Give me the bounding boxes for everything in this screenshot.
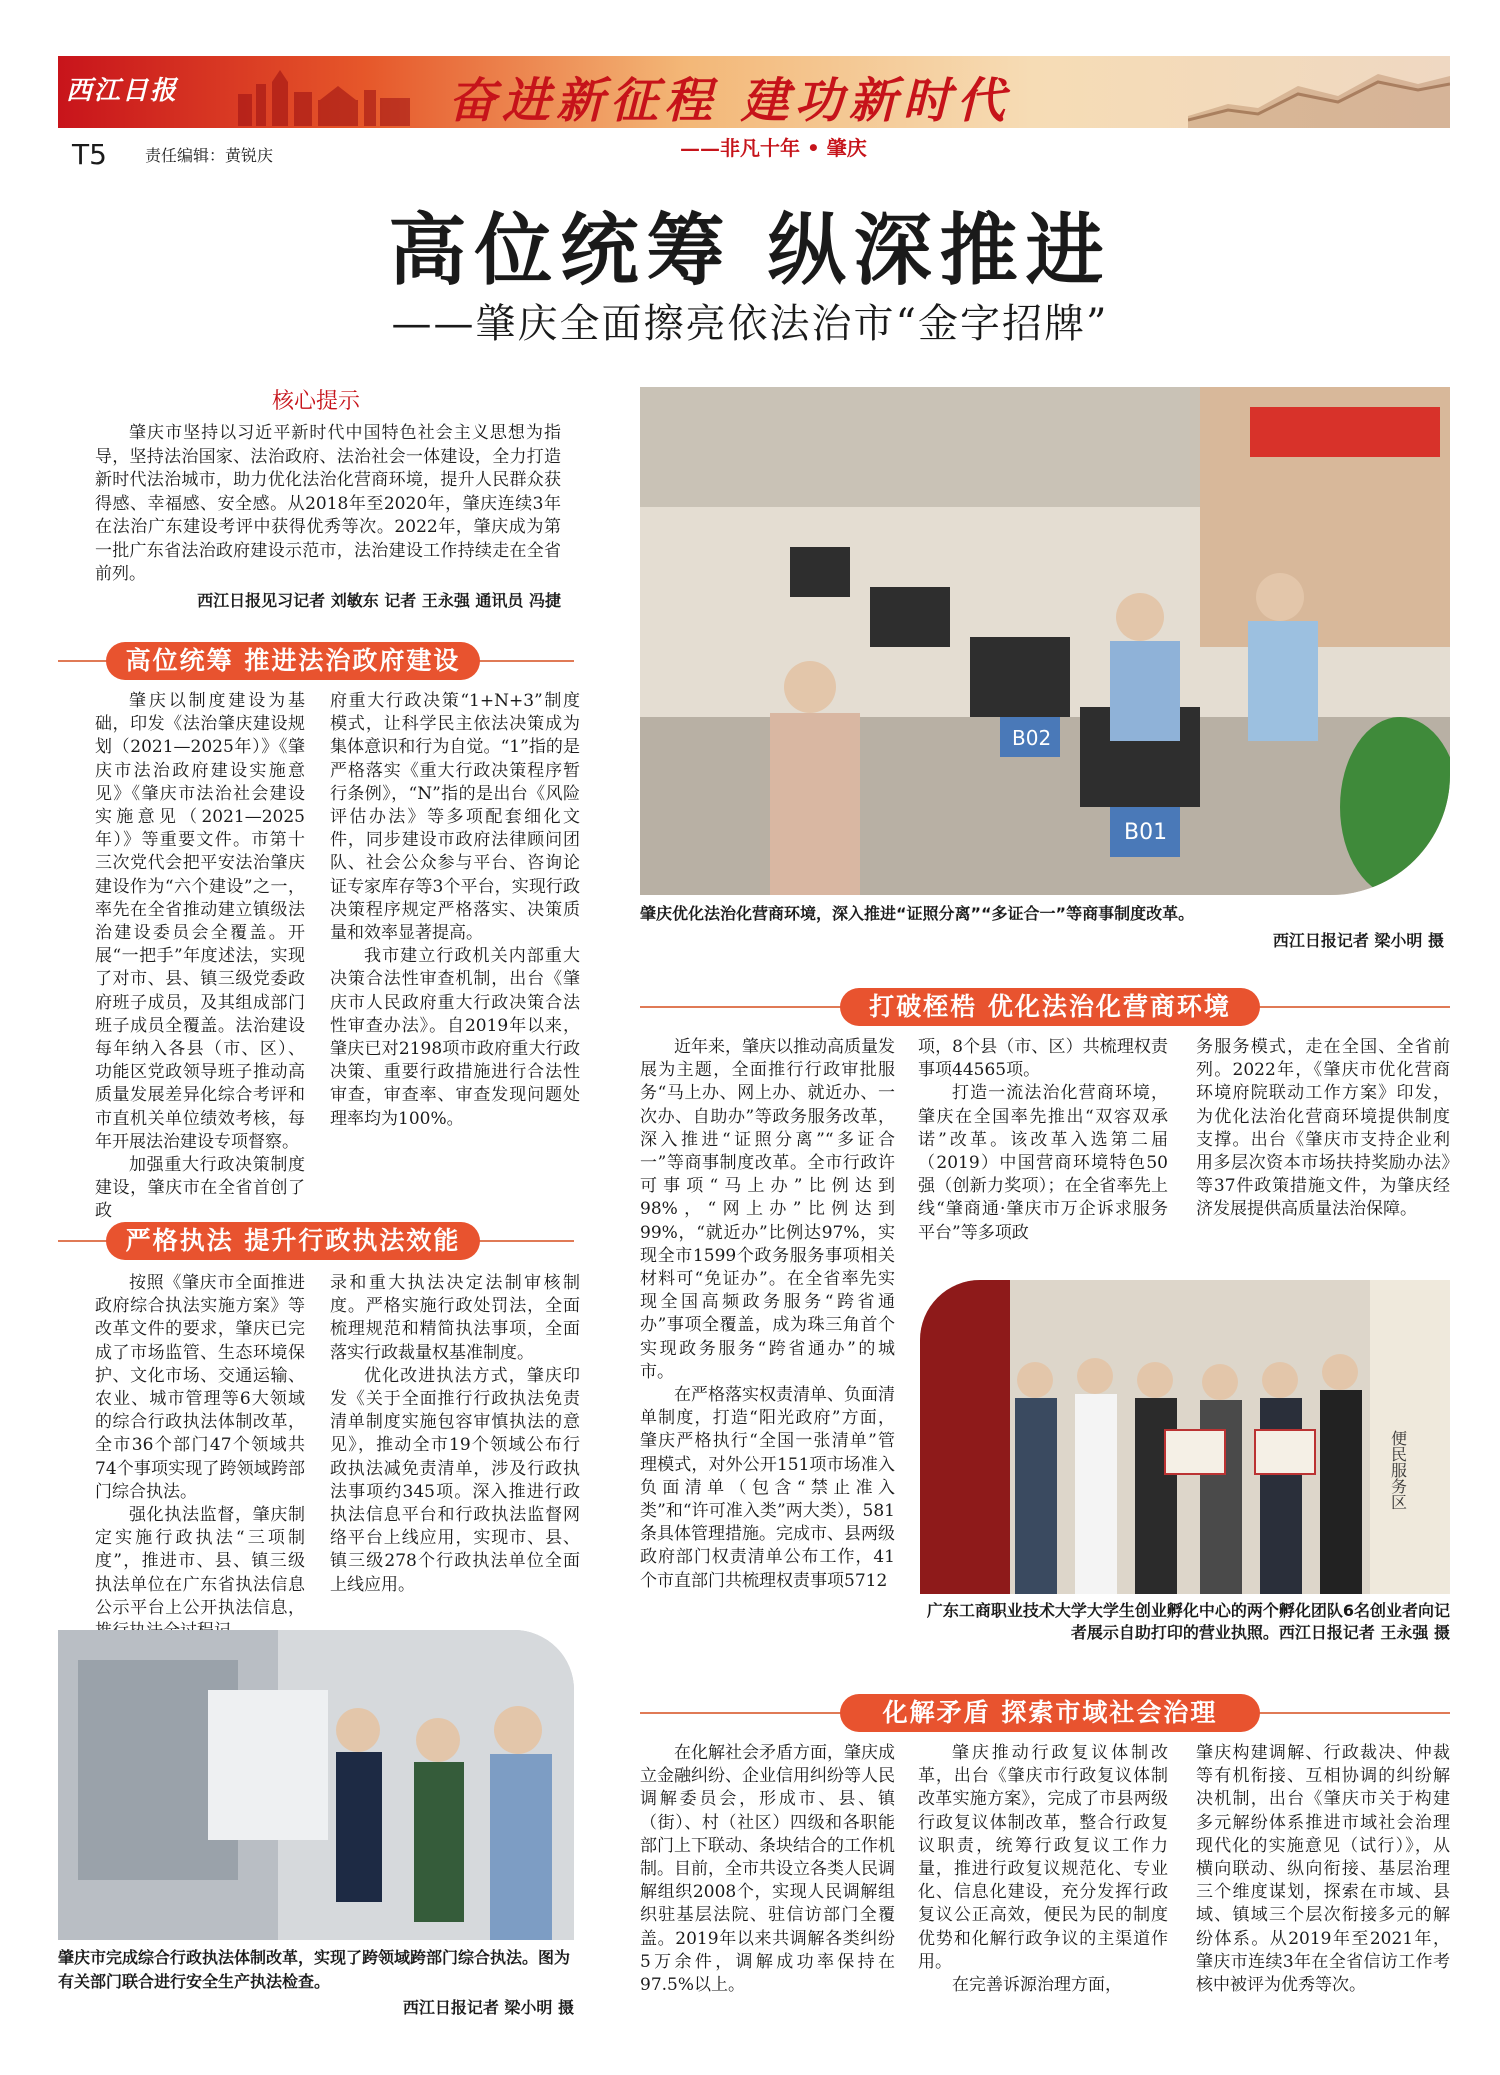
paragraph: 肇庆以制度建设为基础，印发《法治肇庆建设规划（2021—2025年）》《肇庆市法治政府建设实施意见》《肇庆市法治社会建设实施意见（2021—2025年）》等重要文件。市第十三次党代会把平安法治肇庆建设作为“六个建设”之一，率先在全省推动建立镇级法治建设委员会全覆盖。开展“一把手”年度述法，实现了对市、县、镇三级党委政府班子成员，及其组成部门班子成员全覆盖。法治建设每年纳入各县（市、区）、功能区党政领导班子推动高质量发展差异化综合考评和市直机关单位绩效考核，每年开展法治建设专项督察。 [95,691,305,1152]
paragraph: 务服务模式，走在全国、全省前列。2022年，《肇庆市优化营商环境府院联动工作方案》印发，为优化法治化营商环境提供制度支撑。出台《肇庆市支持企业利用多层次资本市场扶持奖励办法》等37件政策措施文件，为肇庆经济发展提供高质量法治保障。 [1196,1037,1450,1220]
banner-slogan: 奋进新征程 建功新时代 [448,73,1011,129]
page-subheadline: ——肇庆全面擦亮依法治市“金字招牌” [391,301,1109,347]
desk-label: B01 [1124,820,1168,845]
article-byline: 西江日报见习记者 刘敏东 记者 王永强 通讯员 冯捷 [197,591,561,610]
city-skyline-graphic [228,64,428,126]
paragraph: 在完善诉源治理方面， [952,1975,1122,1996]
paragraph: 按照《肇庆市全面推进政府综合执法实施方案》等改革文件的要求，肇庆已完成了市场监管、生态环境保护、文化市场、交通运输、农业、城市管理等6大领域的综合行政执法体制改革，全市36个部门47个领域共74个事项实现了跨领域跨部门综合执法。 [95,1273,305,1502]
photo-illustration [640,387,1450,895]
photo-caption: 广东工商职业技术大学大学生创业孵化中心的两个孵化团队6名创业者向记者展示自助打印的营业执照。西江日报记者 王永强 摄 [926,1601,1450,1642]
photo-service-hall [640,387,1450,895]
section-3-column-2 [918,1036,1168,1245]
section-title: 化解矛盾 探索市域社会治理 [840,1694,1260,1732]
section-title: 高位统筹 推进法治政府建设 [106,642,480,680]
photo-credit: 西江日报记者 梁小明 摄 [402,1998,574,2017]
section-2-column-2 [330,1272,580,1597]
paragraph: 肇庆构建调解、行政裁决、仲裁等有机衔接、互相协调的纠纷解决机制，出台《肇庆市关于构建多元解纷体系推进市域社会治理现代化的实施意见（试行）》，从横向联动、纵向衔接、基层治理三个维度谋划，探索在市域、县域、镇域三个层次衔接多元的解纷体系。从2019年至2021年，肇庆市连续3年在全省信访工作考核中被评为优秀等次。 [1196,1743,1450,1996]
photo-caption: 肇庆优化法治化营商环境，深入推进“证照分离”“多证合一”等商事制度改革。 [640,904,1195,923]
paragraph: 加强重大行政决策制度建设，肇庆市在全省首创了政 [95,1155,305,1222]
photo-illustration [58,1630,574,1940]
page-number: T5 [72,138,107,171]
section-1-column-2 [330,690,580,1131]
section-4-column-3 [1196,1742,1450,1997]
masthead-logo: 西江日报 [66,76,179,106]
paragraph: 府重大行政决策“1+N+3”制度模式，让科学民主依法决策成为集体意识和行为自觉。“1”指的是严格落实《重大行政决策程序暂行条例》，“N”指的是出台《风险评估办法》等多项配套细化文件，同步建设市政府法律顾问团队、社会公众参与平台、咨询论证专家库存等3个平台，实现行政决策程序规定严格落实、决策质量和效率显著提高。 [330,691,580,944]
desk-label: B02 [1012,726,1052,750]
paragraph: 优化改进执法方式，肇庆印发《关于全面推行行政执法免责清单制度实施包容审慎执法的意见》，推动全市19个领域公布行政执法减免责清单，涉及行政执法事项约345项。深入推进行政执法信息平台和行政执法监督网络平台上线应用，实现市、县、镇三级278个行政执法单位全面上线应用。 [330,1365,580,1595]
paragraph: 近年来，肇庆以推动高质量发展为主题，全面推行行政审批服务“马上办、网上办、就近办、一次办、自助办”等政务服务改革，深入推进“证照分离”“多证合一”等商事制度改革。全市行政许可事项“马上办”比例达到98%，“网上办”比例达到99%，“就近办”比例达97%，实现全市1599个政务服务事项相关材料可“免证办”。在全省率先实现全国高频政务服务“跨省通办”事项全覆盖，成为珠三角首个实现政务服务“跨省通办”的城市。 [640,1037,895,1382]
section-3-column-1 [640,1036,895,1593]
page-banner [58,56,1450,128]
summary-text: 肇庆市坚持以习近平新时代中国特色社会主义思想为指导，坚持法治国家、法治政府、法治社会一体建设，全力打造新时代法治城市，助力优化法治化营商环境，提升人民群众获得感、幸福感、安全感。从2018年至2020年，肇庆连续3年在法治广东建设考评中获得优秀等次。2022年，肇庆成为第一批广东省法治政府建设示范市，法治建设工作持续走在全省前列。 [95,423,561,584]
section-header-3 [640,984,1450,1028]
summary-title: 核心提示 [271,389,360,414]
paragraph: 强化执法监督，肇庆制定实施行政执法“三项制度”，推进市、县、镇三级执法单位在广东省执法信息公示平台上公开执法信息， [95,1505,305,1618]
photo-caption: 肇庆市完成综合行政执法体制改革，实现了跨领域跨部门综合执法。图为有关部门联合进行安全生产执法检查。 [58,1948,571,1991]
banner-subslogan: ——非凡十年 • 肇庆 [680,136,867,160]
section-1-column-1 [95,690,305,1224]
paragraph: 肇庆推动行政复议体制改革，出台《肇庆市行政复议体制改革实施方案》，完成了市县两级行政复议体制改革，整合行政复议职责，统筹行政复议工作力量，推进行政复议规范化、专业化、信息化建设，充分发挥行政复议公正高效，便民为民的制度优势和化解行政争议的主渠道作用。 [918,1743,1168,1972]
summary-box [95,422,561,587]
photo-law-enforcement-inspection [58,1630,574,1940]
section-3-column-3 [1196,1036,1450,1222]
section-header-2 [58,1218,574,1262]
photo-entrepreneurs [920,1280,1450,1594]
great-wall-graphic [1188,56,1450,128]
section-header-4 [640,1690,1450,1734]
paragraph: 在化解社会矛盾方面，肇庆成立金融纠纷、企业信用纠纷等人民调解委员会，形成市、县、镇（街）、村（社区）四级和各职能部门上下联动、条块结合的工作机制。目前，全市共设立各类人民调解组织2008个，实现人民调解组织驻基层法院、驻信访部门全覆盖。2019年以来共调解各类纠纷5万余件，调解成功率保持在97.5%以上。 [640,1743,895,1996]
photo-illustration [920,1280,1450,1594]
paragraph: 打造一流法治化营商环境，肇庆在全国率先推出“双容双承诺”改革。该改革入选第二届（2019）中国营商环境特色50强（创新力奖项）；在全省率先上线“肇商通·肇庆市万企诉求服务平台”等多项政 [918,1083,1168,1243]
section-2-column-1 [95,1272,305,1643]
page-headline: 高位统筹 纵深推进 [388,205,1112,296]
paragraph: 在严格落实权责清单、负面清单制度，打造“阳光政府”方面，肇庆严格执行“全国一张清单”管理模式，对外公开151项市场准入负面清单（包含“禁止准入类”和“许可准入类”两大类），581条具体管理措施。完成市、县两级政府部门权责清单公布工作，41个市直部门共梳理权责事项5712 [640,1385,895,1591]
editor-credit: 责任编辑：黄锐庆 [145,146,274,165]
section-4-column-2 [918,1742,1168,1997]
photo-credit: 西江日报记者 梁小明 摄 [1272,931,1444,950]
section-title: 严格执法 提升行政执法效能 [106,1222,480,1260]
paragraph: 项，8个县（市、区）共梳理权责事项44565项。 [918,1037,1168,1081]
section-title: 打破桎梏 优化法治化营商环境 [840,988,1260,1026]
paragraph: 我市建立行政机关内部重大决策合法性审查机制，出台《肇庆市人民政府重大行政决策合法性审查办法》。自2019年以来，肇庆已对2198项市政府重大行政决策、重要行政措施进行合法性审查，审查率、审查发现问题处理率均为100%。 [330,946,580,1129]
section-header-1 [58,638,574,682]
service-area-sign: 便民服务区 [1388,1430,1408,1510]
section-4-column-1 [640,1742,895,1997]
paragraph: 录和重大执法决定法制审核制度。严格实施行政处罚法，全面梳理规范和精简执法事项，全面落实行政裁量权基准制度。 [330,1273,580,1363]
